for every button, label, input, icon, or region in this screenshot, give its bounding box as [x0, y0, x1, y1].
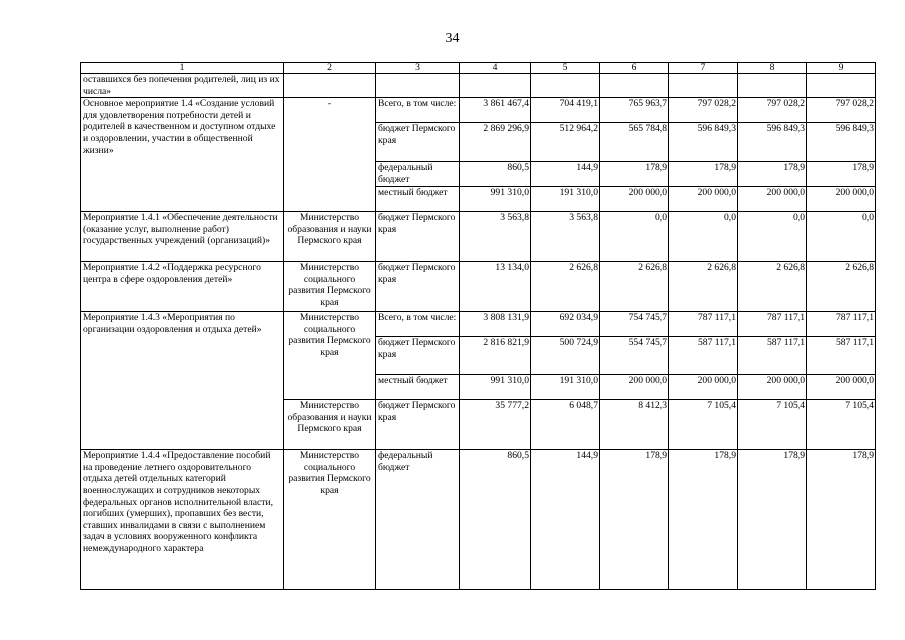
value-cell: 797 028,2 [738, 98, 807, 123]
value-cell: 2 626,8 [669, 262, 738, 312]
value-cell: 787 117,1 [738, 312, 807, 337]
value-cell: 200 000,0 [738, 375, 807, 400]
value-cell: 3 563,8 [460, 212, 531, 262]
executor: Министерство социального развития Пермского края [284, 312, 376, 400]
value-cell: 500 724,9 [531, 337, 600, 375]
value-cell: 35 777,2 [460, 400, 531, 450]
value-cell: 13 134,0 [460, 262, 531, 312]
col-header: 8 [738, 63, 807, 74]
value-cell: 200 000,0 [669, 375, 738, 400]
value-cell: 2 626,8 [738, 262, 807, 312]
table-row [81, 98, 876, 123]
value-cell: 0,0 [669, 212, 738, 262]
value-cell: 512 964,2 [531, 123, 600, 162]
table-row [81, 212, 876, 262]
value-cell: 565 784,8 [600, 123, 669, 162]
value-cell: 6 048,7 [531, 400, 600, 450]
value-cell: 178,9 [738, 450, 807, 590]
funding-source: местный бюджет [376, 375, 460, 400]
value-cell: 178,9 [600, 450, 669, 590]
table-row [81, 74, 876, 98]
funding-source: бюджет Пермского края [376, 212, 460, 262]
page-number: 34 [445, 31, 460, 46]
measure-name: оставшихся без попечения родителей, лиц из их числа» [81, 74, 284, 98]
measure-name: Мероприятие 1.4.3 «Мероприятия по организации оздоровления и отдыха детей» [81, 312, 284, 450]
table-row [81, 450, 876, 590]
value-cell: 2 869 296,9 [460, 123, 531, 162]
funding-source: Всего, в том числе: [376, 312, 460, 337]
funding-source: Всего, в том числе: [376, 98, 460, 123]
value-cell: 7 105,4 [669, 400, 738, 450]
value-cell: 8 412,3 [600, 400, 669, 450]
col-header: 9 [807, 63, 876, 74]
value-cell: 596 849,3 [738, 123, 807, 162]
value-cell: 0,0 [807, 212, 876, 262]
col-header: 2 [284, 63, 376, 74]
header-row [81, 63, 876, 74]
value-cell: 860,5 [460, 162, 531, 187]
executor: Министерство образования и науки Пермского края [284, 400, 376, 450]
measure-name: Мероприятие 1.4.4 «Предоставление пособий на проведение летнего оздоровительного отдыха детей отдельных категорий военнослужащих и сотрудников некоторых федеральных органов исполнительной власти, погибших (умерших), пропавших без вести, ставших инвалидами в связи с выполнением задач в условиях вооруженного конфликта немеждународного характера [81, 450, 284, 590]
value-cell: 178,9 [807, 450, 876, 590]
value-cell: 3 563,8 [531, 212, 600, 262]
value-cell: 3 861 467,4 [460, 98, 531, 123]
executor: - [284, 98, 376, 212]
funding-source: бюджет Пермского края [376, 123, 460, 162]
funding-source: бюджет Пермского края [376, 337, 460, 375]
value-cell: 2 626,8 [600, 262, 669, 312]
executor: Министерство социального развития Пермского края [284, 450, 376, 590]
funding-source: федеральный бюджет [376, 162, 460, 187]
value-cell: 200 000,0 [600, 187, 669, 212]
funding-source: местный бюджет [376, 187, 460, 212]
value-cell: 991 310,0 [460, 375, 531, 400]
value-cell: 797 028,2 [669, 98, 738, 123]
col-header: 4 [460, 63, 531, 74]
executor: Министерство образования и науки Пермского края [284, 212, 376, 262]
value-cell: 692 034,9 [531, 312, 600, 337]
value-cell: 200 000,0 [600, 375, 669, 400]
value-cell: 554 745,7 [600, 337, 669, 375]
value-cell: 200 000,0 [669, 187, 738, 212]
table-row [81, 262, 876, 312]
value-cell: 178,9 [807, 162, 876, 187]
col-header: 3 [376, 63, 460, 74]
value-cell: 704 419,1 [531, 98, 600, 123]
value-cell: 596 849,3 [807, 123, 876, 162]
value-cell: 2 626,8 [807, 262, 876, 312]
value-cell: 200 000,0 [807, 375, 876, 400]
value-cell: 765 963,7 [600, 98, 669, 123]
col-header: 1 [81, 63, 284, 74]
value-cell: 797 028,2 [807, 98, 876, 123]
value-cell: 787 117,1 [669, 312, 738, 337]
value-cell: 178,9 [600, 162, 669, 187]
col-header: 7 [669, 63, 738, 74]
value-cell: 7 105,4 [738, 400, 807, 450]
value-cell: 0,0 [600, 212, 669, 262]
value-cell: 596 849,3 [669, 123, 738, 162]
budget-table [80, 62, 876, 590]
value-cell: 191 310,0 [531, 375, 600, 400]
funding-source: бюджет Пермского края [376, 400, 460, 450]
funding-source: бюджет Пермского края [376, 262, 460, 312]
value-cell: 587 117,1 [669, 337, 738, 375]
value-cell: 587 117,1 [807, 337, 876, 375]
value-cell: 191 310,0 [531, 187, 600, 212]
value-cell: 178,9 [669, 162, 738, 187]
value-cell: 754 745,7 [600, 312, 669, 337]
value-cell: 860,5 [460, 450, 531, 590]
value-cell: 0,0 [738, 212, 807, 262]
value-cell: 178,9 [738, 162, 807, 187]
value-cell: 200 000,0 [738, 187, 807, 212]
value-cell: 991 310,0 [460, 187, 531, 212]
measure-name: Основное мероприятие 1.4 «Создание условий для удовлетворения потребности детей и родителей в качественном и доступном отдыхе и оздоровлении, участии в общественной жизни» [81, 98, 284, 212]
value-cell: 200 000,0 [807, 187, 876, 212]
funding-source: федеральный бюджет [376, 450, 460, 590]
value-cell: 7 105,4 [807, 400, 876, 450]
value-cell: 587 117,1 [738, 337, 807, 375]
value-cell: 178,9 [669, 450, 738, 590]
measure-name: Мероприятие 1.4.2 «Поддержка ресурсного центра в сфере оздоровления детей» [81, 262, 284, 312]
measure-name: Мероприятие 1.4.1 «Обеспечение деятельности (оказание услуг, выполнение работ) государственных учреждений (организаций)» [81, 212, 284, 262]
value-cell: 144,9 [531, 162, 600, 187]
col-header: 6 [600, 63, 669, 74]
executor: Министерство социального развития Пермского края [284, 262, 376, 312]
value-cell: 2 816 821,9 [460, 337, 531, 375]
value-cell: 2 626,8 [531, 262, 600, 312]
value-cell: 3 808 131,9 [460, 312, 531, 337]
col-header: 5 [531, 63, 600, 74]
value-cell: 144,9 [531, 450, 600, 590]
value-cell: 787 117,1 [807, 312, 876, 337]
table-row [81, 312, 876, 337]
